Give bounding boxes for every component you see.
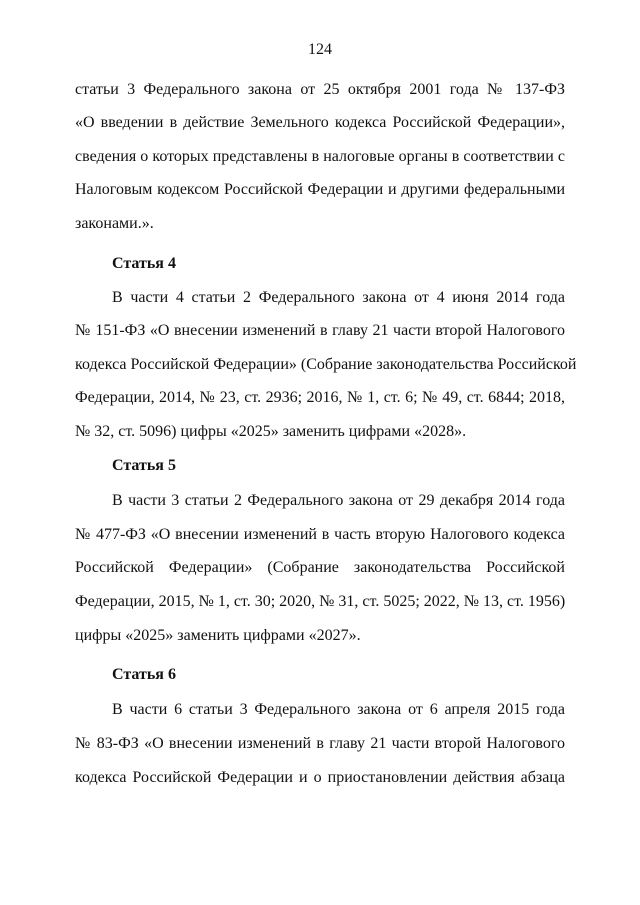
paragraph-line: Федерации, 2014, № 23, ст. 2936; 2016, № 1, ст. 6; № 49, ст. 6844; 2018, bbox=[75, 389, 565, 406]
paragraph-line: цифры «2025» заменить цифрами «2027». bbox=[75, 627, 361, 644]
paragraph-line: Налоговым кодексом Российской Федерации и другими федеральными bbox=[75, 181, 565, 198]
paragraph-line: В части 3 статьи 2 Федерального закона от 29 декабря 2014 года bbox=[112, 492, 565, 509]
paragraph-line: Федерации, 2015, № 1, ст. 30; 2020, № 31, ст. 5025; 2022, № 13, ст. 1956) bbox=[75, 593, 566, 610]
paragraph-line: № 32, ст. 5096) цифры «2025» заменить цифрами «2028». bbox=[75, 423, 467, 440]
paragraph-line: В части 6 статьи 3 Федерального закона от 6 апреля 2015 года bbox=[112, 701, 565, 718]
article-heading: Статья 5 bbox=[112, 457, 176, 474]
paragraph-line: законами.». bbox=[75, 215, 154, 232]
paragraph-line: № 477-ФЗ «О внесении изменений в часть вторую Налогового кодекса bbox=[75, 526, 565, 543]
article-heading: Статья 6 bbox=[112, 666, 176, 683]
paragraph-line: В части 4 статьи 2 Федерального закона от 4 июня 2014 года bbox=[112, 289, 565, 306]
paragraph-line: кодекса Российской Федерации» (Собрание законодательства Российской bbox=[75, 356, 577, 373]
article-heading: Статья 4 bbox=[112, 255, 176, 272]
paragraph-line: статьи 3 Федерального закона от 25 октября 2001 года № 137-ФЗ bbox=[75, 81, 565, 98]
paragraph-line: Российской Федерации» (Собрание законодательства Российской bbox=[75, 559, 565, 576]
paragraph-line: № 151-ФЗ «О внесении изменений в главу 21 части второй Налогового bbox=[75, 322, 565, 339]
paragraph-line: сведения о которых представлены в налоговые органы в соответствии с bbox=[75, 148, 565, 165]
paragraph-line: кодекса Российской Федерации и о приостановлении действия абзаца bbox=[75, 769, 565, 786]
page-number: 124 bbox=[308, 41, 332, 58]
paragraph-line: № 83-ФЗ «О внесении изменений в главу 21 части второй Налогового bbox=[75, 735, 565, 752]
paragraph-line: «О введении в действие Земельного кодекса Российской Федерации», bbox=[75, 114, 565, 131]
